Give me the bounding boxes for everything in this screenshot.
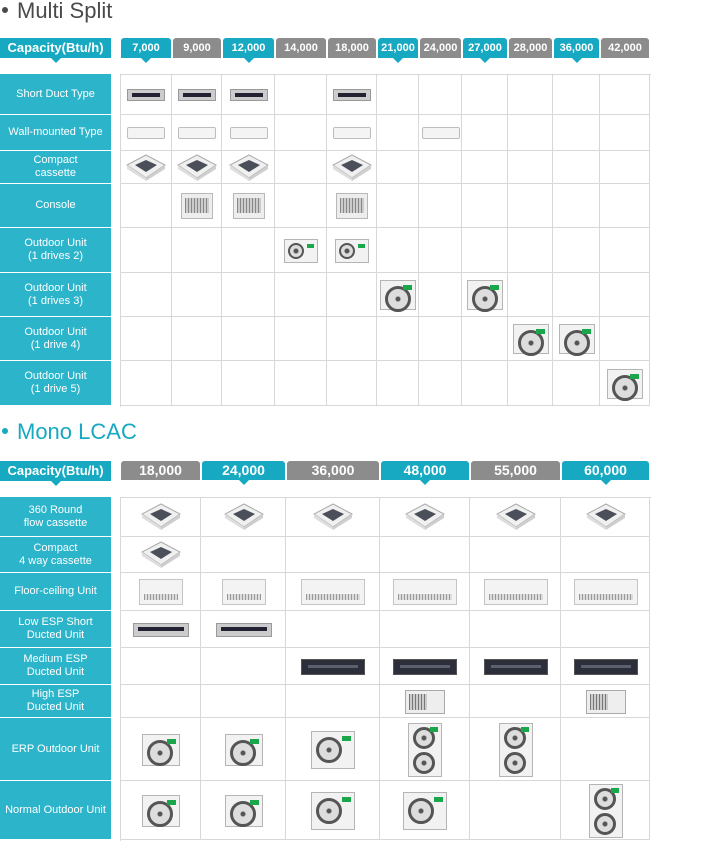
product-image [230, 127, 268, 139]
table-cell [377, 228, 419, 273]
floor-ceiling-unit-icon [139, 579, 183, 605]
product-image [513, 324, 549, 354]
console-unit-icon [233, 193, 265, 219]
table-cell [275, 317, 327, 361]
table-cell [470, 685, 561, 718]
product-image [301, 579, 365, 605]
table-cell [172, 273, 222, 317]
capacity-tag: 28,000 [509, 38, 552, 58]
product-image [233, 193, 265, 219]
product-image [499, 723, 533, 777]
table-cell [327, 273, 377, 317]
product-image [139, 579, 183, 605]
capacity-tag: 18,000 [121, 461, 200, 480]
row-label-text: Low ESP Short Ducted Unit [18, 616, 93, 641]
table-cell [377, 74, 419, 115]
outdoor-unit-icon [467, 280, 503, 310]
table-cell [377, 115, 419, 151]
high-esp-duct-icon [586, 690, 626, 714]
product-image [335, 239, 369, 263]
table-cell [222, 228, 275, 273]
table-cell [508, 74, 553, 115]
product-image [301, 659, 365, 675]
row-label [0, 611, 111, 648]
table-cell [470, 537, 561, 573]
capacity-tag: 60,000 [562, 461, 649, 480]
capacity-tag: 55,000 [471, 461, 560, 480]
table-cell [470, 781, 561, 840]
table-cell [377, 317, 419, 361]
table-cell [600, 115, 650, 151]
table-cell [508, 361, 553, 406]
product-image [127, 89, 165, 101]
outdoor-unit-icon [559, 324, 595, 354]
capacity-tag: 12,000 [223, 38, 274, 58]
row-label-text: Floor-ceiling Unit [14, 585, 97, 597]
table-cell [561, 718, 650, 781]
row-label [0, 317, 111, 361]
table-cell [172, 361, 222, 406]
low-esp-duct-icon [133, 623, 189, 637]
table-cell [419, 74, 462, 115]
table-cell [462, 361, 508, 406]
table-cell [377, 361, 419, 406]
capacity-tag: 42,000 [601, 38, 649, 58]
outdoor-unit-icon [311, 792, 355, 830]
medium-esp-duct-icon [484, 659, 548, 675]
product-image [393, 659, 457, 675]
table-cell [470, 611, 561, 648]
product-image [181, 193, 213, 219]
product-image [178, 89, 216, 101]
multi-split-title [0, 0, 112, 24]
table-cell [172, 317, 222, 361]
table-cell [201, 537, 286, 573]
table-cell [508, 184, 553, 228]
table-cell [286, 611, 380, 648]
table-cell [120, 228, 172, 273]
row-label-text: High ESP Ducted Unit [26, 688, 85, 713]
product-image [230, 89, 268, 101]
row-label [0, 228, 111, 273]
high-esp-duct-icon [405, 690, 445, 714]
table-cell [286, 685, 380, 718]
table-cell [508, 115, 553, 151]
table-cell [275, 184, 327, 228]
mono-lcac-capacity-label: Capacity(Btu/h) [0, 461, 111, 481]
product-image [484, 659, 548, 675]
table-cell [553, 184, 600, 228]
table-cell [462, 74, 508, 115]
product-image [311, 731, 355, 769]
row-label [0, 781, 111, 840]
product-image [311, 792, 355, 830]
table-cell [561, 611, 650, 648]
outdoor-unit-icon [284, 239, 318, 263]
outdoor-unit-icon [380, 280, 416, 310]
table-cell [172, 228, 222, 273]
wall-mounted-unit-icon [230, 127, 268, 139]
table-cell [600, 74, 650, 115]
table-cell [462, 228, 508, 273]
table-cell [120, 648, 201, 685]
product-image [607, 369, 643, 399]
capacity-tag: 27,000 [463, 38, 507, 58]
row-label [0, 573, 111, 611]
outdoor-unit-icon [408, 723, 442, 777]
row-label-text: Outdoor Unit (1 drives 3) [24, 281, 87, 307]
outdoor-unit-icon [311, 731, 355, 769]
mono-lcac-title-text: Mono LCAC [17, 419, 137, 444]
table-cell [553, 228, 600, 273]
row-label-text: Console [35, 199, 76, 211]
row-label-text: ERP Outdoor Unit [11, 742, 100, 755]
capacity-tag: 36,000 [554, 38, 599, 58]
floor-ceiling-unit-icon [574, 579, 638, 605]
capacity-tag: 24,000 [202, 461, 285, 480]
product-image [222, 579, 266, 605]
medium-esp-duct-icon [393, 659, 457, 675]
short-duct-icon [333, 89, 371, 101]
product-image [393, 579, 457, 605]
capacity-tag: 14,000 [276, 38, 326, 58]
table-cell [222, 361, 275, 406]
table-cell [275, 273, 327, 317]
short-duct-icon [178, 89, 216, 101]
table-cell [600, 317, 650, 361]
capacity-tag: 7,000 [121, 38, 171, 58]
short-duct-icon [127, 89, 165, 101]
table-cell [419, 184, 462, 228]
product-image [408, 723, 442, 777]
table-cell [222, 273, 275, 317]
product-image [133, 623, 189, 637]
medium-esp-duct-icon [301, 659, 365, 675]
table-cell [120, 317, 172, 361]
multi-split-title-text: Multi Split [17, 0, 113, 23]
multi-split-capacity-label: Capacity(Btu/h) [0, 38, 111, 58]
table-cell [553, 361, 600, 406]
product-image [380, 280, 416, 310]
row-label [0, 115, 111, 151]
capacity-tag: 18,000 [328, 38, 376, 58]
product-image [559, 324, 595, 354]
outdoor-unit-icon [335, 239, 369, 263]
outdoor-unit-icon [499, 723, 533, 777]
floor-ceiling-unit-icon [222, 579, 266, 605]
table-cell [275, 151, 327, 184]
table-cell [275, 115, 327, 151]
row-label [0, 74, 111, 115]
medium-esp-duct-icon [574, 659, 638, 675]
product-image [589, 784, 623, 838]
table-cell [377, 151, 419, 184]
product-image [225, 734, 263, 766]
product-image [216, 623, 272, 637]
product-image [178, 127, 216, 139]
capacity-tag: 24,000 [420, 38, 461, 58]
outdoor-unit-icon [589, 784, 623, 838]
table-cell [419, 273, 462, 317]
product-image [333, 89, 371, 101]
table-cell [286, 537, 380, 573]
outdoor-unit-icon [607, 369, 643, 399]
product-image [422, 127, 460, 139]
table-cell [600, 151, 650, 184]
table-cell [553, 273, 600, 317]
product-image [284, 239, 318, 263]
product-image [225, 795, 263, 827]
table-cell [380, 611, 470, 648]
table-cell [120, 361, 172, 406]
outdoor-unit-icon [225, 734, 263, 766]
bullet-icon [2, 7, 8, 13]
table-cell [600, 184, 650, 228]
outdoor-unit-icon [142, 734, 180, 766]
table-cell [553, 151, 600, 184]
row-label-text: Wall-mounted Type [8, 126, 103, 138]
wall-mounted-unit-icon [127, 127, 165, 139]
row-label-text: Outdoor Unit (1 drive 5) [24, 370, 87, 395]
table-cell [327, 361, 377, 406]
product-image [142, 734, 180, 766]
table-cell [275, 361, 327, 406]
table-cell [419, 317, 462, 361]
outdoor-unit-icon [142, 795, 180, 827]
row-label [0, 648, 111, 685]
table-cell [120, 685, 201, 718]
table-cell [462, 115, 508, 151]
product-image [336, 193, 368, 219]
row-label [0, 151, 111, 184]
table-cell [508, 228, 553, 273]
row-label-text: Outdoor Unit (1 drives 2) [24, 237, 87, 262]
table-cell [462, 184, 508, 228]
outdoor-unit-icon [513, 324, 549, 354]
table-cell [327, 317, 377, 361]
capacity-tag: 9,000 [173, 38, 221, 58]
row-label [0, 497, 111, 537]
console-unit-icon [181, 193, 213, 219]
wall-mounted-unit-icon [178, 127, 216, 139]
table-cell [553, 115, 600, 151]
outdoor-unit-icon [225, 795, 263, 827]
product-image [127, 127, 165, 139]
row-label-text: Medium ESP Ducted Unit [23, 653, 88, 678]
console-unit-icon [336, 193, 368, 219]
table-cell [275, 74, 327, 115]
table-cell [561, 537, 650, 573]
product-image [405, 690, 445, 714]
floor-ceiling-unit-icon [393, 579, 457, 605]
row-label-text: 360 Round flow cassette [23, 503, 88, 529]
row-label-text: Outdoor Unit (1 drive 4) [24, 325, 87, 351]
row-label-text: Short Duct Type [16, 87, 95, 100]
row-label [0, 685, 111, 718]
row-label [0, 184, 111, 228]
table-cell [419, 151, 462, 184]
product-image [333, 127, 371, 139]
table-cell [419, 228, 462, 273]
product-image [574, 579, 638, 605]
row-label [0, 718, 111, 781]
table-cell [462, 317, 508, 361]
row-label-text: Normal Outdoor Unit [5, 803, 106, 816]
row-label-text: Compact 4 way cassette [19, 541, 92, 567]
short-duct-icon [230, 89, 268, 101]
table-cell [419, 361, 462, 406]
row-label-text: Compact cassette [33, 154, 78, 179]
table-cell [553, 74, 600, 115]
table-cell [462, 151, 508, 184]
table-cell [222, 317, 275, 361]
row-label [0, 273, 111, 317]
capacity-tag: 48,000 [381, 461, 469, 480]
table-cell [201, 685, 286, 718]
bullet-icon [2, 428, 8, 434]
capacity-tag: 21,000 [378, 38, 418, 58]
row-label [0, 361, 111, 406]
row-label [0, 537, 111, 573]
product-image [586, 690, 626, 714]
table-cell [600, 273, 650, 317]
table-cell [508, 273, 553, 317]
product-image [574, 659, 638, 675]
floor-ceiling-unit-icon [301, 579, 365, 605]
mono-lcac-title [0, 419, 137, 445]
wall-mounted-unit-icon [422, 127, 460, 139]
low-esp-duct-icon [216, 623, 272, 637]
table-cell [380, 537, 470, 573]
table-cell [377, 184, 419, 228]
product-image [467, 280, 503, 310]
capacity-tag: 36,000 [287, 461, 379, 480]
outdoor-unit-icon [403, 792, 447, 830]
floor-ceiling-unit-icon [484, 579, 548, 605]
product-image [403, 792, 447, 830]
table-cell [508, 151, 553, 184]
product-image [142, 795, 180, 827]
table-cell [600, 228, 650, 273]
product-image [484, 579, 548, 605]
wall-mounted-unit-icon [333, 127, 371, 139]
table-cell [120, 184, 172, 228]
table-cell [201, 648, 286, 685]
table-cell [120, 273, 172, 317]
